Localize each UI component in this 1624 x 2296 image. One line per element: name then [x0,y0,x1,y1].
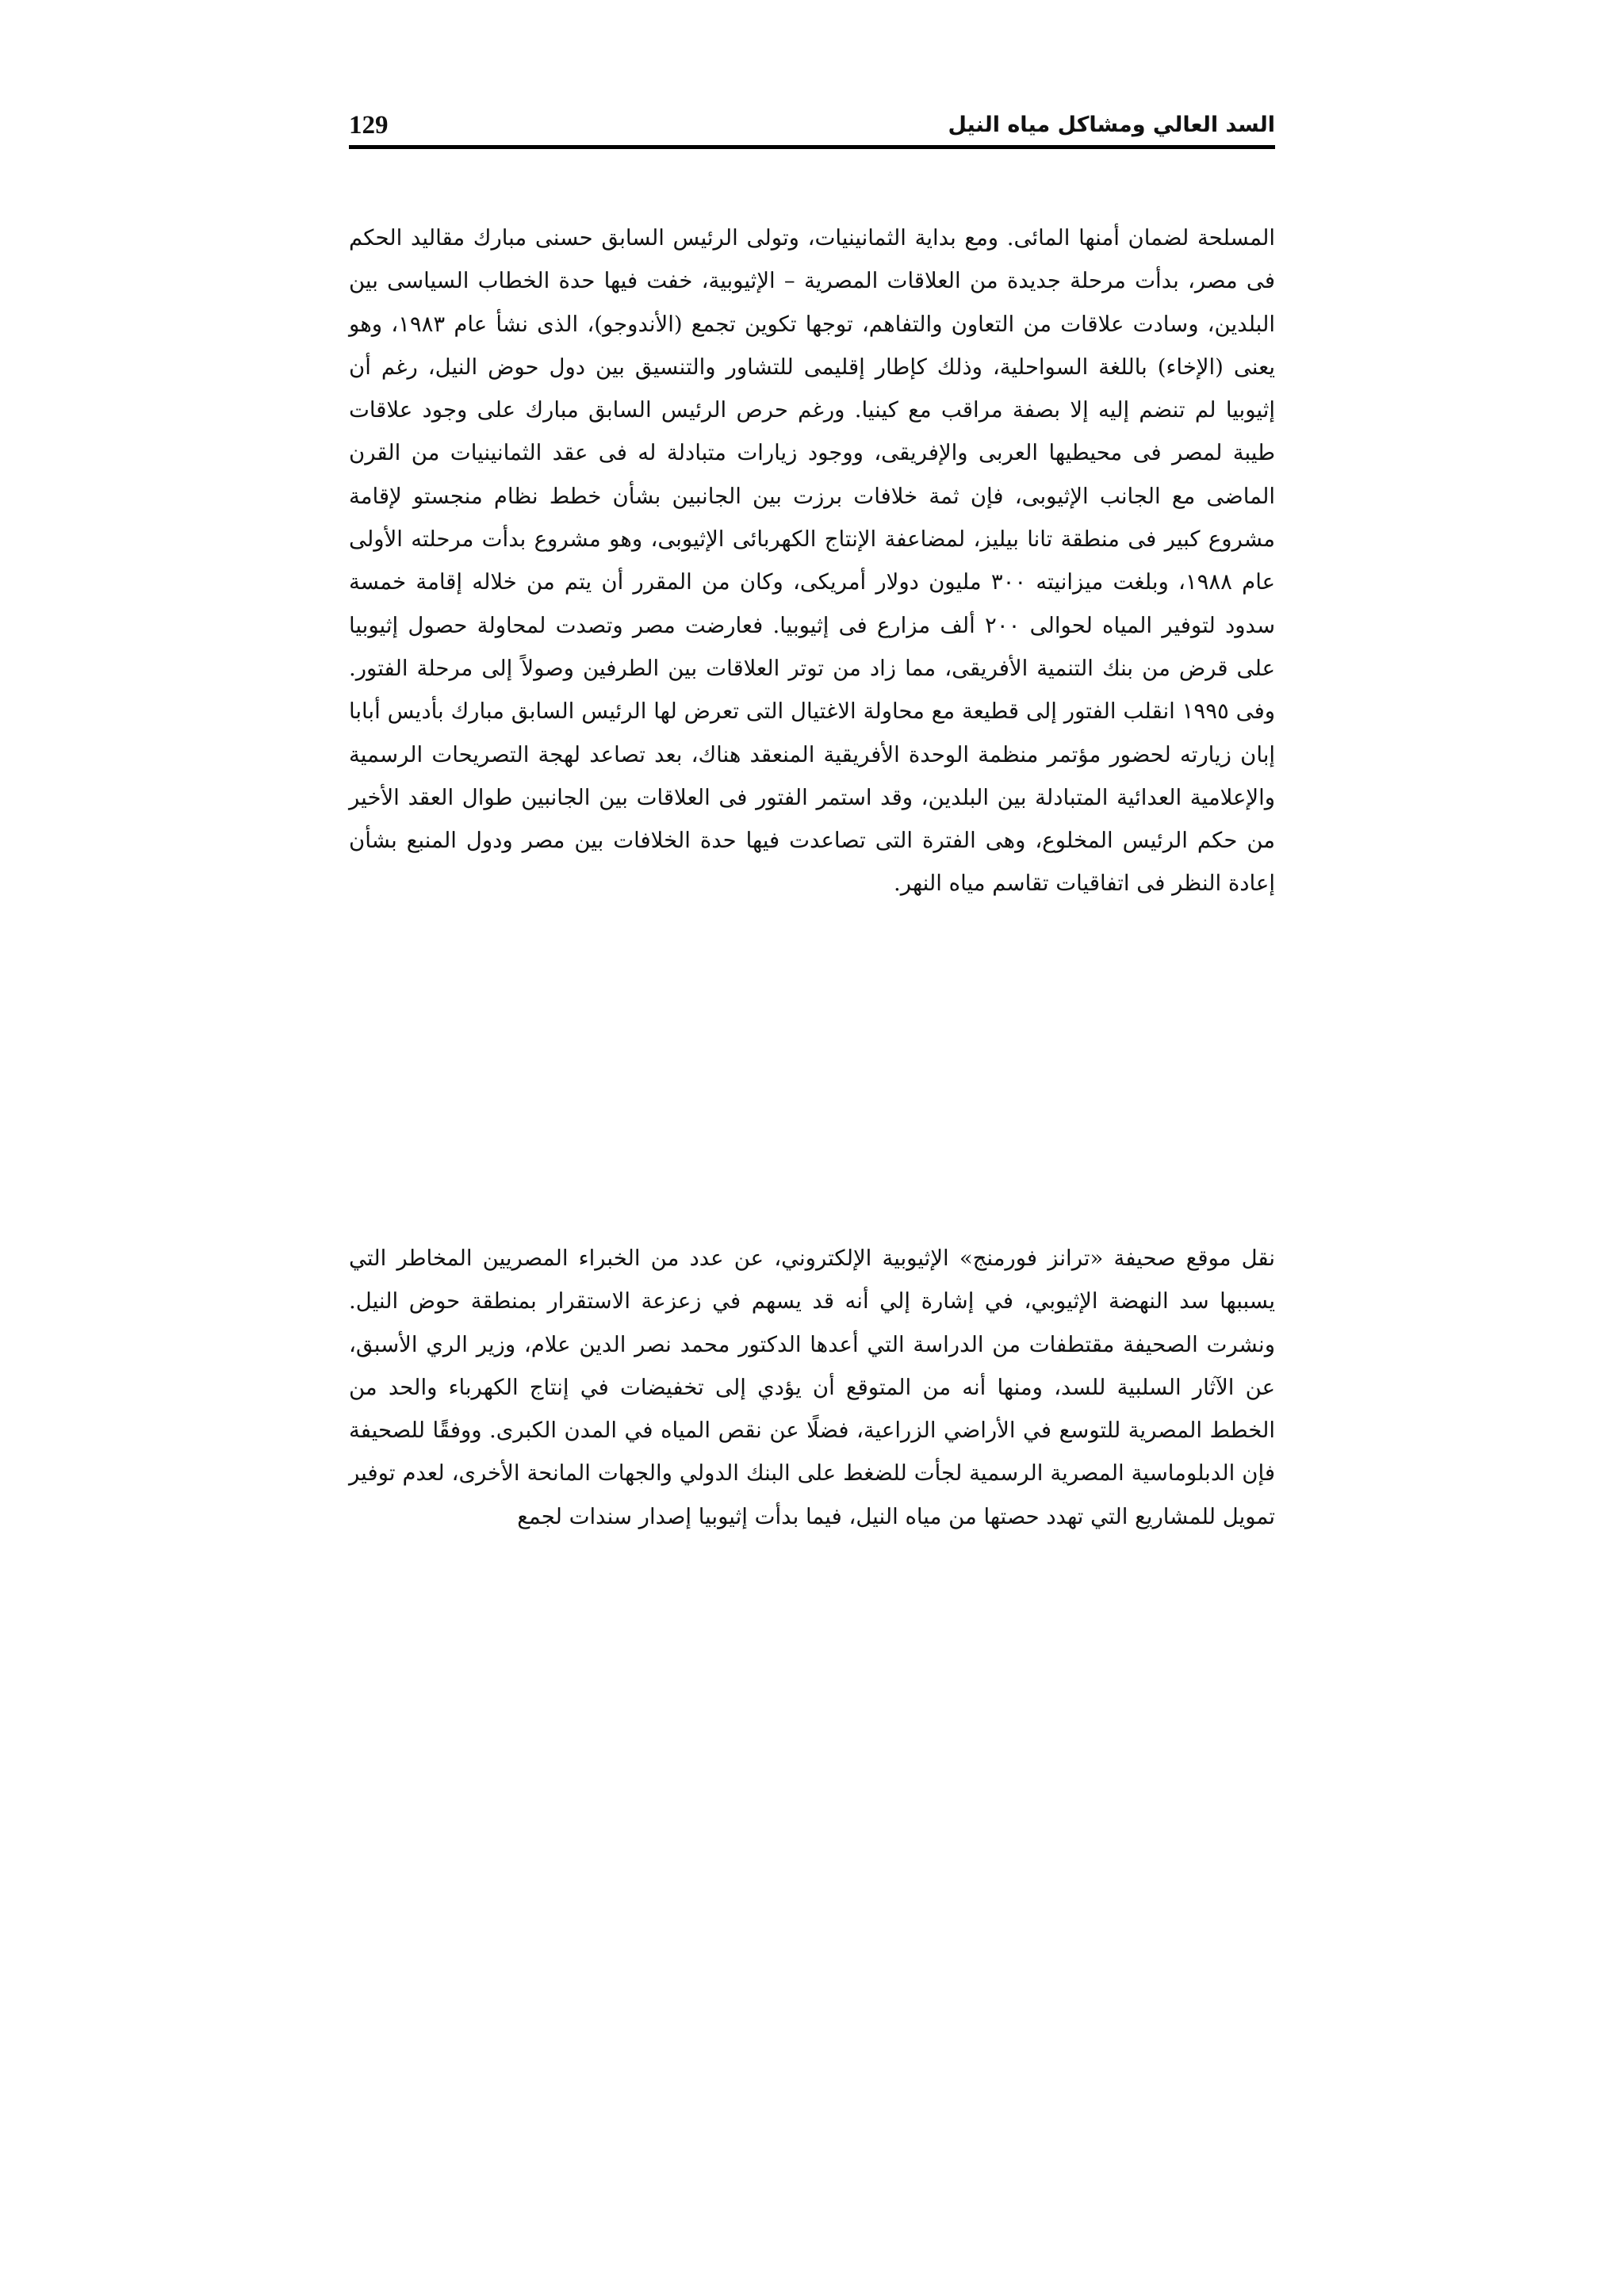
running-title: السد العالي ومشاكل مياه النيل [948,113,1275,137]
body-paragraph-2: نقل موقع صحيفة «ترانز فورمنج» الإثيوبية الإلكتروني، عن عدد من الخبراء المصريين المخاطر التي يسببها سد النهضة الإثيوبي، في إشارة إلي أنه قد يسهم في زعزعة الاستقرار بمنطقة حوض النيل. ونشرت الصحيفة مقتطفات من الدراسة التي أعدها الدكتور محمد نصر الدين علام، وزير الري الأسبق، عن الآثار السلبية للسد، ومنها أنه من المتوقع أن يؤدي إلى تخفيضات في إنتاج الكهرباء والحد من الخطط المصرية للتوسع في الأراضي الزراعية، فضلًا عن نقص المياه في المدن الكبرى. ووفقًا للصحيفة فإن الدبلوماسية المصرية الرسمية لجأت للضغط على البنك الدولي والجهات المانحة الأخرى، لعدم توفير تمويل للمشاريع التي تهدد حصتها من مياه النيل، فيما بدأت إثيوبيا إصدار سندات لجمع [349,1246,1275,1529]
page-header [349,101,1275,151]
page-number: 129 [349,111,389,140]
body-paragraph-1: المسلحة لضمان أمنها المائى. ومع بداية الثمانينيات، وتولى الرئيس السابق حسنى مبارك مقاليد الحكم فى مصر، بدأت مرحلة جديدة من العلاقات المصرية – الإثيوبية، خفت فيها حدة الخطاب السياسى بين البلدين، وسادت علاقات من التعاون والتفاهم، توجها تكوين تجمع (الأندوجو)، الذى نشأ عام ١٩٨٣، وهو يعنى (الإخاء) باللغة السواحلية، وذلك كإطار إقليمى للتشاور والتنسيق بين دول حوض النيل، رغم أن إثيوبيا لم تنضم إليه إلا بصفة مراقب مع كينيا. ورغم حرص الرئيس السابق مبارك على وجود علاقات طيبة لمصر فى محيطيها العربى والإفريقى، ووجود زيارات متبادلة له فى عقد الثمانينيات من القرن الماضى مع الجانب الإثيوبى، فإن ثمة خلافات برزت بين الجانبين بشأن خطط نظام منجستو لإقامة مشروع كبير فى منطقة تانا بيليز، لمضاعفة الإنتاج الكهربائى الإثيوبى، وهو مشروع بدأت مرحلته الأولى عام ١٩٨٨، وبلغت ميزانيته ٣٠٠ مليون دولار أمريكى، وكان من المقرر أن يتم من خلاله إقامة خمسة سدود لتوفير المياه لحوالى ٢٠٠ ألف مزارع فى إثيوبيا. فعارضت مصر وتصدت لمحاولة حصول إثيوبيا على قرض من بنك التنمية الأفريقى، مما زاد من توتر العلاقات بين الطرفين وصولاً إلى مرحلة الفتور. وفى ١٩٩٥ انقلب الفتور إلى قطيعة مع محاولة الاغتيال التى تعرض لها الرئيس السابق مبارك بأديس أبابا إبان زيارته لحضور مؤتمر منظمة الوحدة الأفريقية المنعقد هناك، بعد تصاعد لهجة التصريحات الرسمية والإعلامية العدائية المتبادلة بين البلدين، وقد استمر الفتور فى العلاقات بين الجانبين طوال العقد الأخير من حكم الرئيس المخلوع، وهى الفترة التى تصاعدت فيها حدة الخلافات بين مصر ودول المنبع بشأن إعادة النظر فى اتفاقيات تقاسم مياه النهر. [349,225,1276,897]
header-rule [349,145,1275,149]
